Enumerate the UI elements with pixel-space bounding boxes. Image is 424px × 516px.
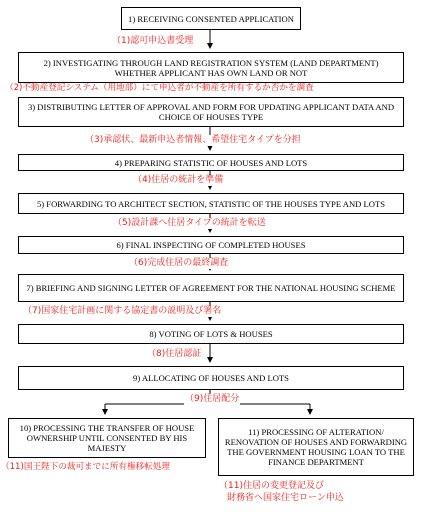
- annotation-4: （4)住居の統計を準備: [133, 175, 224, 185]
- annotation-10: （11)国王陛下の裁可までに所有権移転処理: [1, 462, 170, 472]
- step-6-label: 6) FINAL INSPECTING OF COMPLETED HOUSES: [116, 240, 306, 250]
- step-5-label: 5) FORWARDING TO ARCHITECT SECTION, STATISTIC OF THE HOUSES TYPE AND LOTS: [36, 198, 386, 209]
- step-2-label: 2) INVESTIGATING THROUGH LAND REGISTRATION SYSTEM (LAND DEPARTMENT) WHETHER APPLICANT HAS OWN LAND OR NOT: [43, 57, 379, 78]
- step-11-box: [218, 418, 414, 476]
- step-1-label: 1) RECEIVING CONSENTED APPLICATION: [128, 13, 294, 24]
- annotation-5: （5)設計課へ住居タイプの統計を転送: [113, 218, 266, 228]
- annotation-7: （7)国家住宅計画に関する協定書の説明及び署名: [23, 306, 222, 316]
- step-1-box: [121, 7, 301, 30]
- step-8-label: 8) VOTING OF LOTS & HOUSES: [149, 329, 273, 339]
- annotation-11-line1: （11)住居の変更登記及び: [219, 481, 324, 491]
- step-11-label: 11) PROCESSING OF ALTERATION/ RENOVATION OF HOUSES AND FORWARDING THE GOVERNMENT HOUSING LOAN TO THE FINANCE DEPARTMENT: [224, 427, 408, 467]
- step-6-box: [18, 236, 404, 254]
- step-3-box: [18, 97, 404, 127]
- annotation-8: （8)住居認証: [147, 349, 202, 359]
- step-4-box: [18, 154, 404, 171]
- annotation-1: （1)認可申込書受理: [112, 36, 194, 46]
- step-4-label: 4) PREPARING STATISTIC OF HOUSES AND LOTS: [114, 157, 308, 168]
- annotation-9: （9)住居配分: [185, 394, 240, 404]
- step-10-label: 10) PROCESSING THE TRANSFER OF HOUSE OWNERSHIP UNTIL CONSENTED BY HIS MAJESTY: [19, 423, 195, 453]
- annotation-6: （6)完成住居の最終調査: [129, 258, 229, 268]
- step-10-box: [8, 418, 206, 458]
- step-9-box: [18, 366, 404, 390]
- annotation-11-line2: 財務省へ国家住宅ローン申込: [227, 493, 344, 503]
- step-3-label: 3) DISTRIBUTING LETTER OF APPROVAL AND FORM FOR UPDATING APPLICANT DATA AND CHOICE OF HOUSES TYPE: [27, 102, 395, 122]
- annotation-2: （2)不動産登記システム（用地部）にて申込者が不動産を所有するか否かを調査: [5, 83, 314, 93]
- step-7-label: 7) BRIEFING AND SIGNING LETTER OF AGREEMENT FOR THE NATIONAL HOUSING SCHEME: [26, 283, 396, 293]
- step-2-box: [18, 52, 404, 83]
- step-9-label: 9) ALLOCATING OF HOUSES AND LOTS: [133, 373, 289, 383]
- step-8-box: [18, 324, 404, 344]
- step-7-box: [18, 274, 404, 302]
- step-5-box: [18, 193, 404, 214]
- annotation-3: （3)承認状、最新申込者情報、希望住宅タイプを分担: [85, 135, 301, 145]
